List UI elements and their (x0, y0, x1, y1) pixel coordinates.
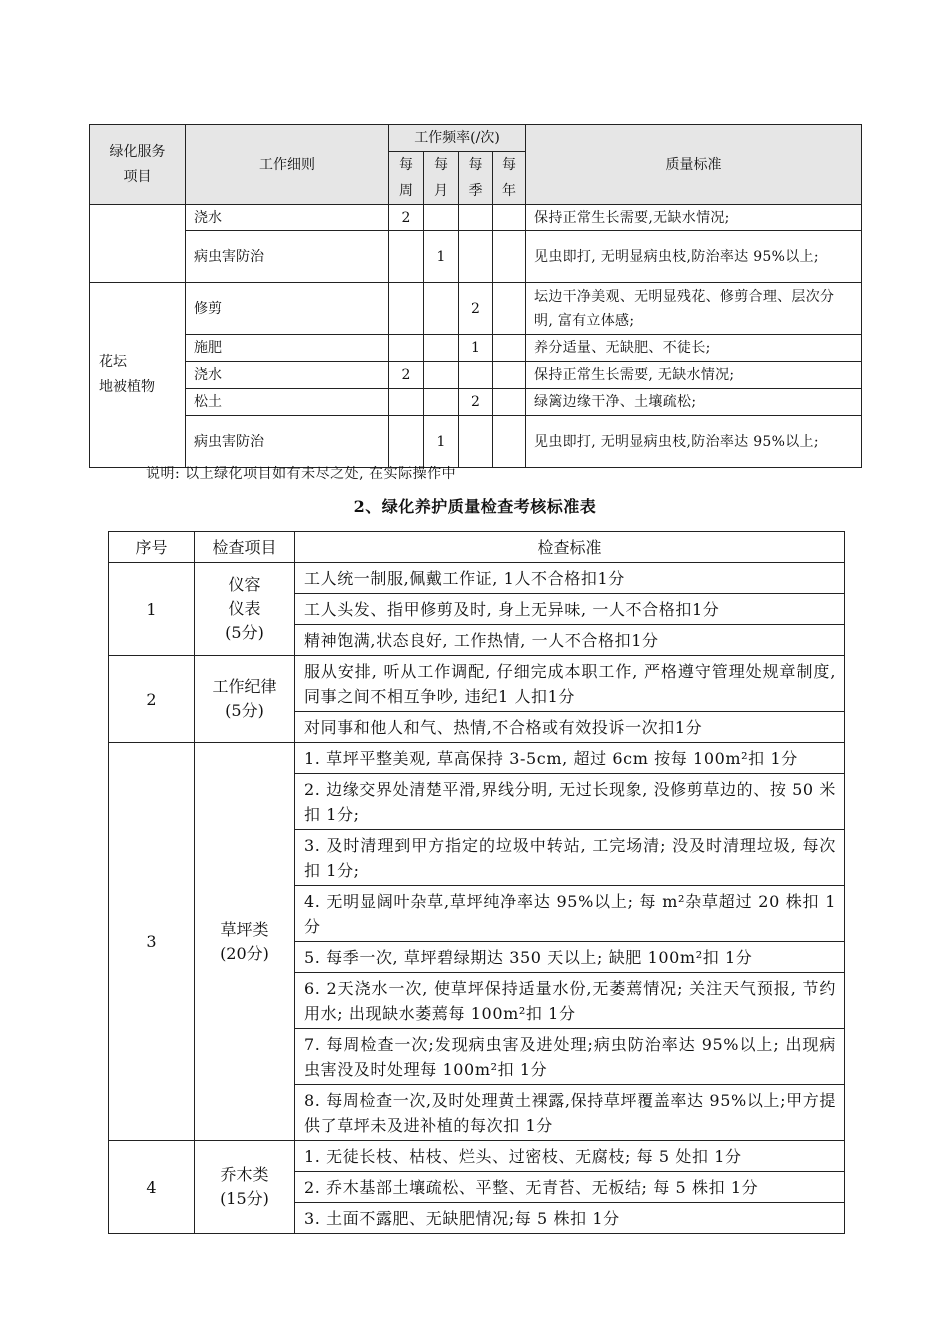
header-freq-year: 每年 (493, 152, 526, 205)
table-header-row (109, 532, 845, 563)
row-detail: 浇水 (186, 362, 389, 389)
criterion: 1. 草坪平整美观, 草高保持 3-5cm, 超过 6cm 按每 100m²扣 1分 (295, 743, 845, 774)
table-row (90, 283, 862, 335)
row-month: 1 (424, 231, 459, 283)
row-week (389, 231, 424, 283)
group-no: 1 (109, 563, 195, 656)
row-month (424, 389, 459, 416)
row-detail: 病虫害防治 (186, 231, 389, 283)
greening-frequency-table (89, 124, 862, 468)
header-service-item: 绿化服务项目 (90, 125, 186, 205)
header-standard: 检查标准 (295, 532, 845, 563)
header-freq-month: 每月 (424, 152, 459, 205)
inspection-standard-table (108, 531, 845, 1234)
group-item: 乔木类 (15分) (195, 1141, 295, 1234)
section-title: 2、绿化养护质量检查考核标准表 (353, 497, 597, 516)
table-row (90, 416, 862, 468)
table-row (90, 205, 862, 231)
criterion: 对同事和他人和气、热情,不合格或有效投诉一次扣1分 (295, 712, 845, 743)
group-no: 2 (109, 656, 195, 743)
table-row (109, 656, 845, 712)
criterion: 工人头发、指甲修剪及时, 身上无异味, 一人不合格扣1分 (295, 594, 845, 625)
row-standard: 养分适量、无缺肥、不徒长; (526, 335, 862, 362)
row-standard: 见虫即打, 无明显病虫枝,防治率达 95%以上; (526, 416, 862, 468)
row-season: 2 (459, 389, 493, 416)
row-month: 1 (424, 416, 459, 468)
criterion: 8. 每周检查一次,及时处理黄土裸露,保持草坪覆盖率达 95%以上;甲方提供了草坪未及进补植的每次扣 1分 (295, 1085, 845, 1141)
row-standard: 见虫即打, 无明显病虫枝,防治率达 95%以上; (526, 231, 862, 283)
criterion: 2. 乔木基部土壤疏松、平整、无青苔、无板结; 每 5 株扣 1分 (295, 1172, 845, 1203)
criterion: 7. 每周检查一次;发现病虫害及进处理;病虫防治率达 95%以上; 出现病虫害没及时处理每 100m²扣 1分 (295, 1029, 845, 1085)
header-frequency: 工作频率(/次) (389, 125, 526, 152)
table-row (109, 1141, 845, 1172)
row-standard: 绿篱边缘干净、土壤疏松; (526, 389, 862, 416)
row-season (459, 231, 493, 283)
row-year (493, 205, 526, 231)
group-no: 3 (109, 743, 195, 1141)
criterion: 5. 每季一次, 草坪碧绿期达 350 天以上; 缺肥 100m²扣 1分 (295, 942, 845, 973)
row-week (389, 283, 424, 335)
row-season: 1 (459, 335, 493, 362)
criterion: 服从安排, 听从工作调配, 仔细完成本职工作, 严格遵守管理处规章制度, 同事之间不相互争吵, 违纪1 人扣1分 (295, 656, 845, 712)
row-year (493, 335, 526, 362)
row-month (424, 283, 459, 335)
row-week (389, 389, 424, 416)
row-standard: 保持正常生长需要,无缺水情况; (526, 205, 862, 231)
table-row (90, 335, 862, 362)
criterion: 3. 土面不露肥、无缺肥情况;每 5 株扣 1分 (295, 1203, 845, 1234)
row-year (493, 283, 526, 335)
header-freq-season: 每季 (459, 152, 493, 205)
criterion: 工人统一制服,佩戴工作证, 1人不合格扣1分 (295, 563, 845, 594)
row-week (389, 416, 424, 468)
row-detail: 松土 (186, 389, 389, 416)
row-month (424, 362, 459, 389)
row-season (459, 362, 493, 389)
header-item: 检查项目 (195, 532, 295, 563)
row-month (424, 335, 459, 362)
group-item: 工作纪律 (5分) (195, 656, 295, 743)
criterion: 3. 及时清理到甲方指定的垃圾中转站, 工完场清; 没及时清理垃圾, 每次扣 1分; (295, 830, 845, 886)
header-quality: 质量标准 (526, 125, 862, 205)
row-year (493, 231, 526, 283)
row-detail: 浇水 (186, 205, 389, 231)
row-detail: 修剪 (186, 283, 389, 335)
row-year (493, 389, 526, 416)
group-name: 花坛 地被植物 (90, 283, 186, 468)
row-season (459, 205, 493, 231)
row-standard: 坛边干净美观、无明显残花、修剪合理、层次分明, 富有立体感; (526, 283, 862, 335)
table-note: 说明: 以上绿化项目如有未尽之处, 在实际操作中 (146, 466, 457, 482)
group-item: 草坪类 (20分) (195, 743, 295, 1141)
table-row (90, 362, 862, 389)
table-row (109, 743, 845, 774)
row-year (493, 362, 526, 389)
criterion: 1. 无徒长枝、枯枝、烂头、过密枝、无腐枝; 每 5 处扣 1分 (295, 1141, 845, 1172)
group-no: 4 (109, 1141, 195, 1234)
row-season (459, 416, 493, 468)
header-no: 序号 (109, 532, 195, 563)
header-freq-week: 每周 (389, 152, 424, 205)
row-detail: 病虫害防治 (186, 416, 389, 468)
row-week: 2 (389, 205, 424, 231)
group-name (90, 205, 186, 283)
criterion: 6. 2天浇水一次, 使草坪保持适量水份,无萎蔫情况; 关注天气预报, 节约用水; 出现缺水萎蔫每 100m²扣 1分 (295, 973, 845, 1029)
row-season: 2 (459, 283, 493, 335)
table-row (109, 563, 845, 594)
row-week (389, 335, 424, 362)
criterion: 2. 边缘交界处清楚平滑,界线分明, 无过长现象, 没修剪草边的、按 50 米扣 1分; (295, 774, 845, 830)
row-year (493, 416, 526, 468)
row-standard: 保持正常生长需要, 无缺水情况; (526, 362, 862, 389)
criterion: 精神饱满,状态良好, 工作热情, 一人不合格扣1分 (295, 625, 845, 656)
header-work-detail: 工作细则 (186, 125, 389, 205)
row-detail: 施肥 (186, 335, 389, 362)
row-month (424, 205, 459, 231)
group-item: 仪容 仪表 (5分) (195, 563, 295, 656)
row-week: 2 (389, 362, 424, 389)
table-row (90, 389, 862, 416)
criterion: 4. 无明显阔叶杂草,草坪纯净率达 95%以上; 每 m²杂草超过 20 株扣 1分 (295, 886, 845, 942)
table-row (90, 231, 862, 283)
